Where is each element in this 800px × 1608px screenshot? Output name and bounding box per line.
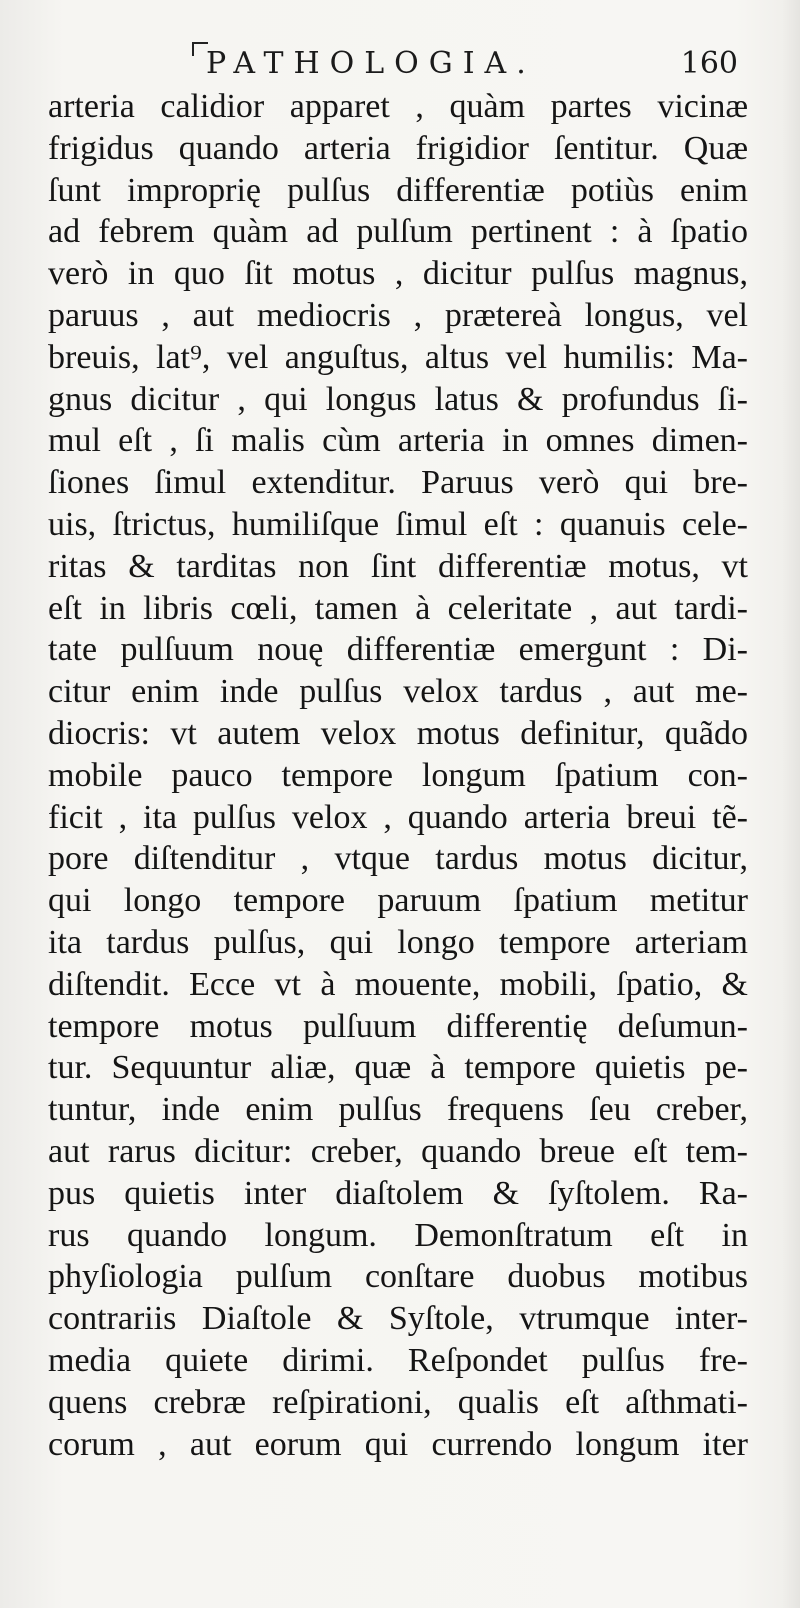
text-line: phyſiologia pulſum conſtare duobus motibus [48, 1258, 748, 1296]
text-line: rus quando longum. Demonſtratum eſt in [48, 1216, 748, 1254]
text-line: media quiete dirimi. Reſpondet pulſus fre- [48, 1341, 748, 1379]
text-line: ſiones ſimul extenditur. Paruus verò qui bre- [48, 464, 748, 502]
text-line: breuis, lat⁹, vel anguſtus, altus vel humilis: Ma- [48, 338, 748, 376]
text-line: aut rarus dicitur: creber, quando breue eſt tem- [48, 1132, 748, 1170]
text-line: qui longo tempore paruum ſpatium metitur [48, 882, 748, 920]
body-text [48, 86, 748, 1465]
text-line: contrariis Diaſtole & Syſtole, vtrumque inter- [48, 1300, 748, 1338]
text-line: ad febrem quàm ad pulſum pertinent : à ſpatio [48, 213, 748, 251]
text-line: pus quietis inter diaſtolem & ſyſtolem. Ra- [48, 1174, 748, 1212]
text-line: gnus dicitur , qui longus latus & profundus ſi- [48, 380, 748, 418]
text-line: citur enim inde pulſus velox tardus , aut me- [48, 673, 748, 711]
text-line: ficit , ita pulſus velox , quando arteria breui tẽ- [48, 798, 748, 836]
text-line: pore diſtenditur , vtque tardus motus dicitur, [48, 840, 748, 878]
text-line: arteria calidior apparet , quàm partes vicinæ [48, 88, 748, 125]
text-line: diocris: vt autem velox motus definitur, quãdo [48, 714, 748, 752]
text-line: corum , aut eorum qui currendo longum iter [48, 1425, 748, 1463]
text-line: tate pulſuum nouę differentiæ emergunt : Di- [48, 631, 748, 669]
text-line: paruus , aut mediocris , prætereà longus, vel [48, 296, 748, 334]
text-line: verò in quo ſit motus , dicitur pulſus magnus, [48, 255, 748, 293]
text-line: uis, ſtrictus, humiliſque ſimul eſt : quanuis cele- [48, 505, 748, 543]
text-line: tuntur, inde enim pulſus frequens ſeu creber, [48, 1091, 748, 1129]
text-line: tempore motus pulſuum differentię deſumun- [48, 1007, 748, 1045]
text-line: ritas & tarditas non ſint differentiæ motus, vt [48, 547, 748, 585]
text-line: ita tardus pulſus, qui longo tempore arteriam [48, 923, 748, 961]
text-line: eſt in libris cœli, tamen à celeritate , aut tardi- [48, 589, 748, 627]
text-line: ſunt improprię pulſus differentiæ potiùs enim [48, 171, 748, 209]
text-line: mobile pauco tempore longum ſpatium con- [48, 756, 748, 794]
text-line: quens crebræ reſpirationi, qualis eſt aſthmati- [48, 1383, 748, 1421]
text-line: mul eſt , ſi malis cùm arteria in omnes dimen- [48, 422, 748, 460]
running-head: PATHOLOGIA. [206, 46, 536, 81]
text-line: tur. Sequuntur aliæ, quæ à tempore quietis pe- [48, 1049, 748, 1087]
text-line: diſtendit. Ecce vt à mouente, mobili, ſpatio, & [48, 965, 748, 1003]
page-number: 160 [680, 46, 738, 81]
page-edge-shadow [782, 0, 800, 1608]
text-line: frigidus quando arteria frigidior ſentitur. Quæ [48, 129, 748, 167]
